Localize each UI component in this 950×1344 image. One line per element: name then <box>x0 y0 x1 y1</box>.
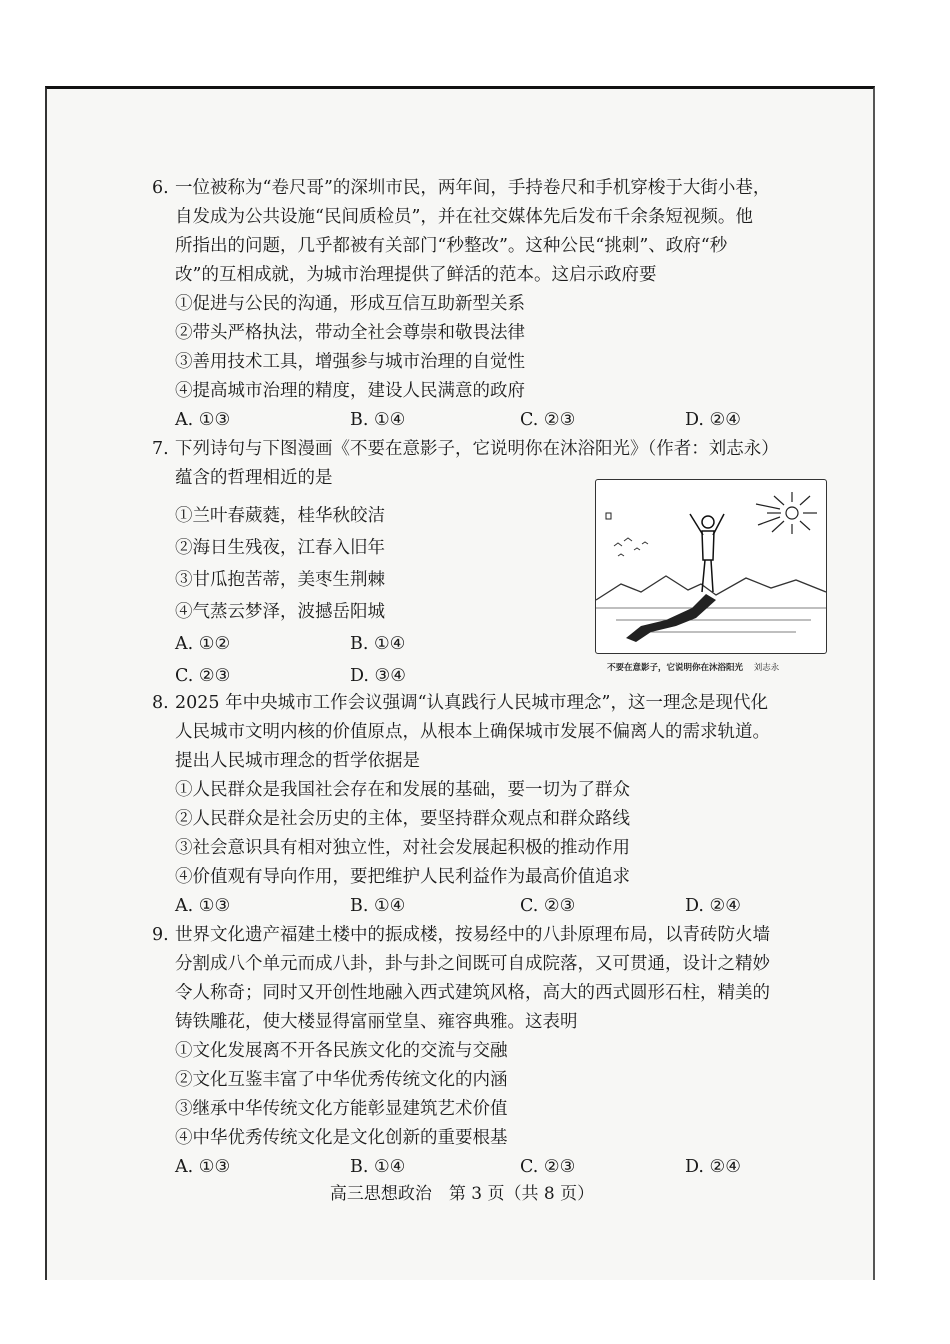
exam-page <box>45 86 875 1280</box>
statement: ④气蒸云梦泽，波撼岳阳城 <box>175 602 385 622</box>
person-icon <box>690 514 724 592</box>
comic-caption-title: 不要在意影子，它说明你在沐浴阳光 <box>607 663 744 673</box>
stem-line: 一位被称为“卷尺哥”的深圳市民，两年间，手持卷尺和手机穿梭于大街小巷， <box>175 178 771 198</box>
statement: ①促进与公民的沟通，形成互信互助新型关系 <box>175 294 525 314</box>
option-b[interactable]: B. ①④ <box>350 896 406 916</box>
ground-icon <box>596 608 826 632</box>
stem-line: 2025 年中央城市工作会议强调“认真践行人民城市理念”，这一理念是现代化 <box>175 693 768 713</box>
statement: ①文化发展离不开各民族文化的交流与交融 <box>175 1041 508 1061</box>
option-c[interactable]: C. ②③ <box>520 1157 576 1177</box>
question-number: 8. <box>152 693 169 713</box>
option-d[interactable]: D. ③④ <box>350 666 406 686</box>
comic-drawing <box>596 480 826 653</box>
statement: ③继承中华传统文化方能彰显建筑艺术价值 <box>175 1099 508 1119</box>
option-b[interactable]: B. ①④ <box>350 1157 406 1177</box>
statement: ④中华优秀传统文化是文化创新的重要根基 <box>175 1128 508 1148</box>
statement: ③善用技术工具，增强参与城市治理的自觉性 <box>175 352 525 372</box>
option-d[interactable]: D. ②④ <box>685 1157 741 1177</box>
mountains-icon <box>596 576 826 600</box>
stem-line: 蕴含的哲理相近的是 <box>175 468 333 488</box>
option-b[interactable]: B. ①④ <box>350 410 406 430</box>
statement: ①人民群众是我国社会存在和发展的基础，要一切为了群众 <box>175 780 630 800</box>
option-c[interactable]: C. ②③ <box>520 410 576 430</box>
option-d[interactable]: D. ②④ <box>685 896 741 916</box>
question-number: 9. <box>152 925 169 945</box>
sun-icon <box>756 492 817 534</box>
option-c[interactable]: C. ②③ <box>175 666 231 686</box>
comic-caption-author: 刘志永 <box>753 663 780 673</box>
comic-caption <box>607 661 779 673</box>
statement: ④价值观有导向作用，要把维护人民利益作为最高价值追求 <box>175 867 630 887</box>
statement: ④提高城市治理的精度，建设人民满意的政府 <box>175 381 525 401</box>
stem-line: 人民城市文明内核的价值原点，从根本上确保城市发展不偏离人的需求轨道。 <box>175 722 770 742</box>
statement: ③甘瓜抱苦蒂，美枣生荆棘 <box>175 570 385 590</box>
stem-line: 令人称奇；同时又开创性地融入西式建筑风格，高大的西式圆形石柱，精美的 <box>175 983 770 1003</box>
options-row <box>175 1153 770 1182</box>
stem-line: 铸铁雕花，使大楼显得富丽堂皇、雍容典雅。这表明 <box>175 1012 578 1032</box>
question-number: 6. <box>152 178 169 198</box>
statement: ①兰叶春葳蕤，桂华秋皎洁 <box>175 506 385 526</box>
option-a[interactable]: A. ①③ <box>175 1157 231 1177</box>
stem-line: 分割成八个单元而成八卦，卦与卦之间既可自成院落，又可贯通，设计之精妙 <box>175 954 770 974</box>
question-number: 7. <box>152 439 169 459</box>
stem-line: 提出人民城市理念的哲学依据是 <box>175 751 420 771</box>
statement: ②文化互鉴丰富了中华优秀传统文化的内涵 <box>175 1070 508 1090</box>
statement: ③社会意识具有相对独立性，对社会发展起积极的推动作用 <box>175 838 630 858</box>
birds-icon <box>614 538 648 556</box>
option-d[interactable]: D. ②④ <box>685 410 741 430</box>
comic-illustration <box>595 479 827 654</box>
option-c[interactable]: C. ②③ <box>520 896 576 916</box>
marker-icon <box>606 513 611 519</box>
option-a[interactable]: A. ①② <box>175 634 231 654</box>
stem-line: 所指出的问题，几乎都被有关部门“秒整改”。这种公民“挑刺”、政府“秒 <box>175 236 728 256</box>
options-row <box>175 892 770 921</box>
stem-line: 下列诗句与下图漫画《不要在意影子，它说明你在沐浴阳光》（作者：刘志永） <box>175 439 779 459</box>
options-row <box>175 406 770 435</box>
statement: ②带头严格执法，带动全社会尊崇和敬畏法律 <box>175 323 525 343</box>
statement: ②人民群众是社会历史的主体，要坚持群众观点和群众路线 <box>175 809 630 829</box>
option-a[interactable]: A. ①③ <box>175 410 231 430</box>
statement: ②海日生残夜，江春入旧年 <box>175 538 385 558</box>
stem-line: 改”的互相成就，为城市治理提供了鲜活的范本。这启示政府要 <box>175 265 657 285</box>
stem-line: 自发成为公共设施“民间质检员”，并在社交媒体先后发布千余条短视频。他 <box>175 207 753 227</box>
option-a[interactable]: A. ①③ <box>175 896 231 916</box>
option-b[interactable]: B. ①④ <box>350 634 406 654</box>
shadow-icon <box>626 594 716 642</box>
stem-line: 世界文化遗产福建土楼中的振成楼，按易经中的八卦原理布局，以青砖防火墙 <box>175 925 770 945</box>
page-footer: 高三思想政治 第 3 页（共 8 页） <box>329 1184 595 1204</box>
